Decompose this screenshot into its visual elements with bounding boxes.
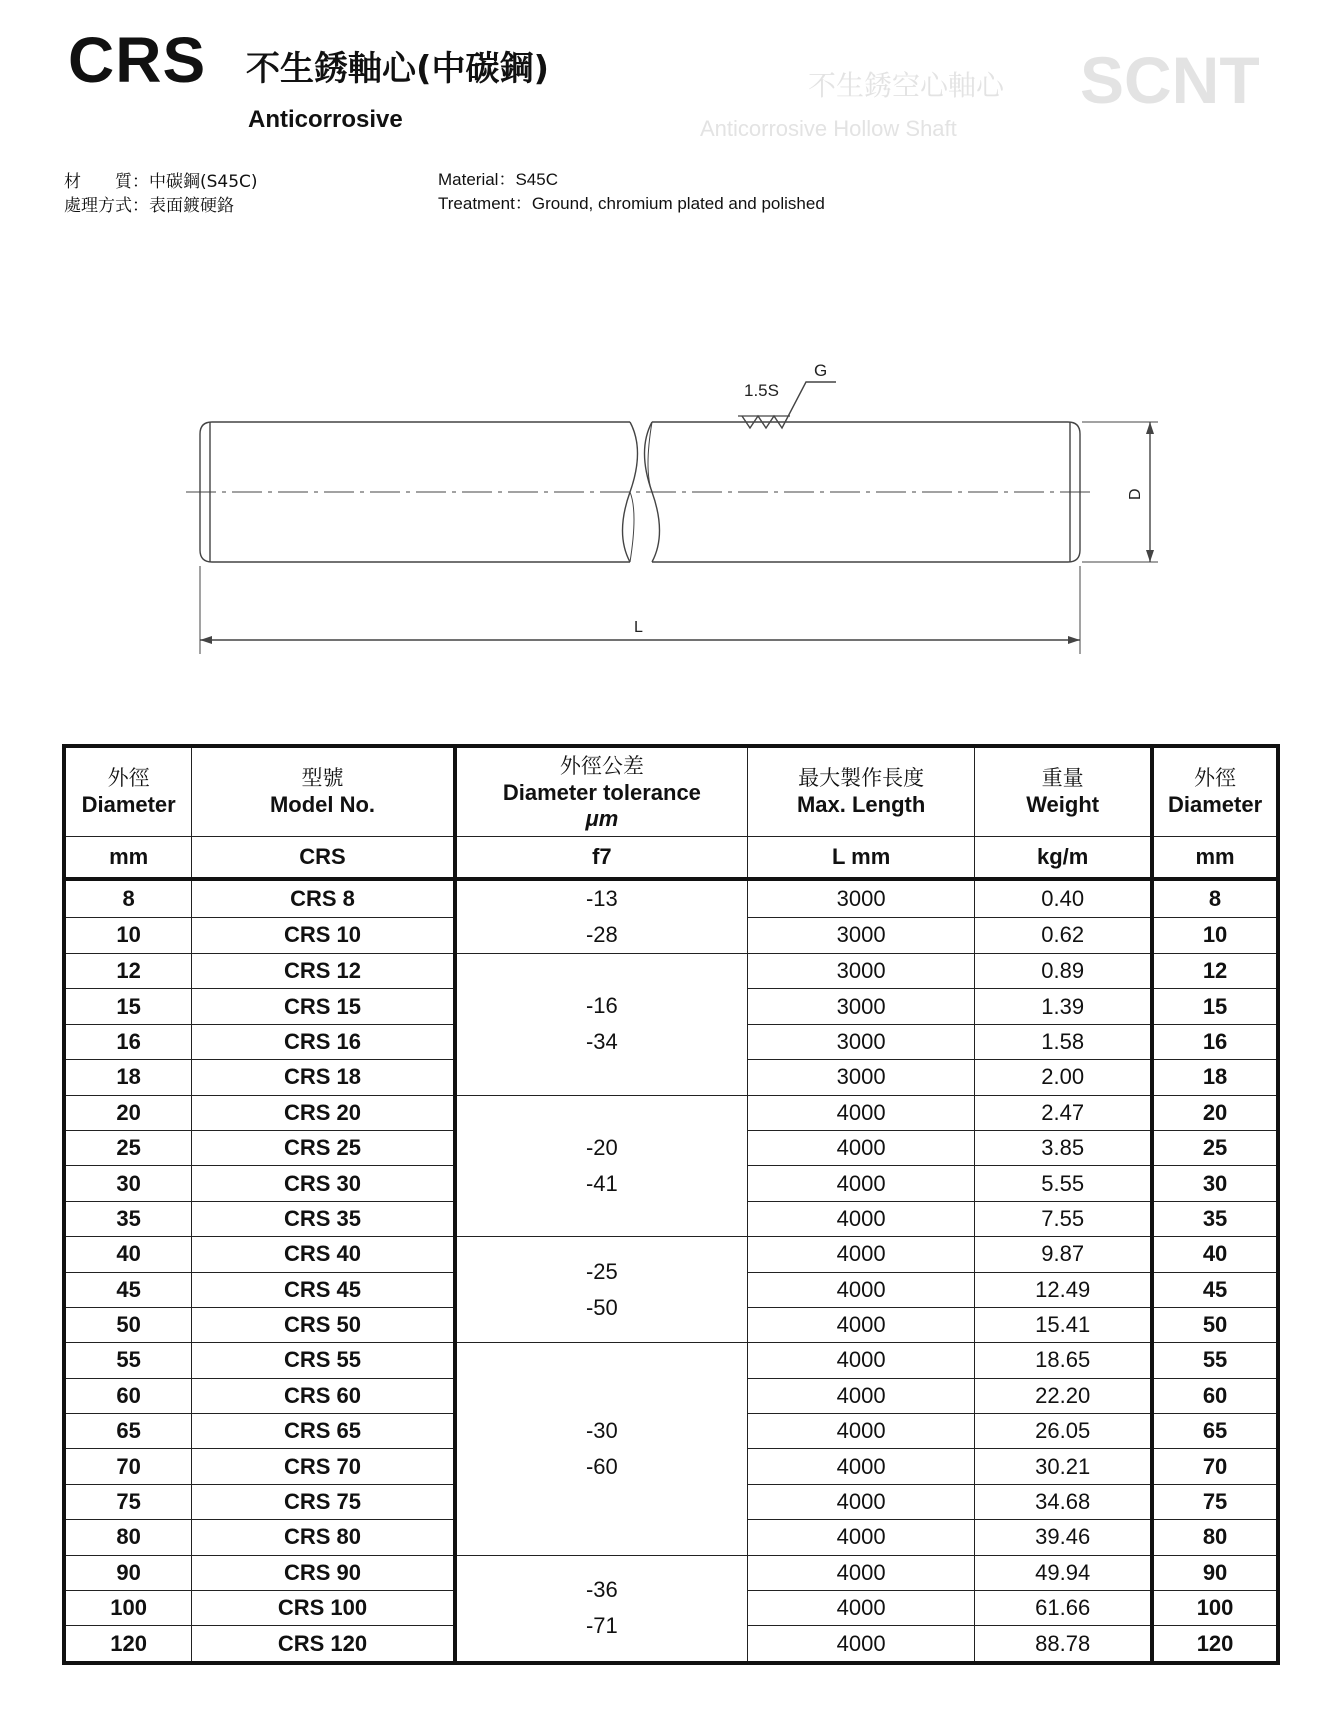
header-weight-cn: 重量 xyxy=(1041,766,1084,790)
cell-diameter: 65 xyxy=(64,1414,192,1449)
cell-weight: 0.89 xyxy=(975,954,1152,989)
tolerance-lower: -50 xyxy=(585,1294,618,1320)
spec-label: Treatment： xyxy=(438,194,532,213)
table-row xyxy=(64,1095,1278,1130)
spec-material-en xyxy=(438,168,825,192)
table-row xyxy=(64,1555,1278,1590)
cell-tolerance xyxy=(455,1237,748,1343)
cell-model: CRS 50 xyxy=(192,1307,455,1342)
ghost-title-cn: 不生銹空心軸心 xyxy=(808,70,1005,101)
spec-value: 表面鍍硬鉻 xyxy=(149,196,234,216)
cell-diameter-right: 10 xyxy=(1152,917,1278,953)
cell-diameter: 100 xyxy=(64,1591,192,1626)
tolerance-upper: -16 xyxy=(585,993,618,1019)
cell-diameter-right: 60 xyxy=(1152,1378,1278,1413)
spec-label: 材 質： xyxy=(64,172,149,192)
cell-model: CRS 25 xyxy=(192,1130,455,1165)
cell-diameter: 60 xyxy=(64,1378,192,1413)
header-model-en: Model No. xyxy=(269,792,376,817)
cell-model: CRS 15 xyxy=(192,989,455,1024)
header-length-cn: 最大製作長度 xyxy=(798,766,925,790)
cell-diameter: 40 xyxy=(64,1237,192,1272)
unit-length: L mm xyxy=(748,837,975,880)
shaft-drawing xyxy=(0,340,1330,660)
cell-diameter-right: 12 xyxy=(1152,954,1278,989)
cell-diameter: 18 xyxy=(64,1060,192,1095)
cell-weight: 1.58 xyxy=(975,1024,1152,1059)
spec-label: 處理方式： xyxy=(64,196,149,216)
unit-weight: kg/m xyxy=(975,837,1152,880)
spec-treatment-en xyxy=(438,192,825,216)
cell-weight: 22.20 xyxy=(975,1378,1152,1413)
cell-diameter: 90 xyxy=(64,1555,192,1590)
cell-model: CRS 75 xyxy=(192,1484,455,1519)
cell-model: CRS 100 xyxy=(192,1591,455,1626)
cell-length: 3000 xyxy=(748,954,975,989)
cell-diameter-right: 45 xyxy=(1152,1272,1278,1307)
header-diameter-cn: 外徑 xyxy=(107,766,150,790)
cell-model: CRS 80 xyxy=(192,1520,455,1555)
cell-model: CRS 16 xyxy=(192,1024,455,1059)
cell-length: 4000 xyxy=(748,1166,975,1201)
cell-weight: 0.62 xyxy=(975,917,1152,953)
unit-diameter: mm xyxy=(64,837,192,880)
cell-length: 4000 xyxy=(748,1237,975,1272)
cell-model: CRS 20 xyxy=(192,1095,455,1130)
tolerance-lower: -60 xyxy=(585,1453,618,1479)
cell-model: CRS 35 xyxy=(192,1201,455,1236)
cell-diameter-right: 8 xyxy=(1152,879,1278,917)
cell-weight: 3.85 xyxy=(975,1130,1152,1165)
cell-model: CRS 18 xyxy=(192,1060,455,1095)
cell-weight: 88.78 xyxy=(975,1626,1152,1663)
cell-diameter: 8 xyxy=(64,879,192,917)
cell-length: 3000 xyxy=(748,879,975,917)
cell-diameter: 50 xyxy=(64,1307,192,1342)
cell-length: 4000 xyxy=(748,1307,975,1342)
table-row xyxy=(64,954,1278,989)
unit-tolerance: f7 xyxy=(455,837,748,880)
cell-diameter: 70 xyxy=(64,1449,192,1484)
cell-weight: 7.55 xyxy=(975,1201,1152,1236)
cell-model: CRS 65 xyxy=(192,1414,455,1449)
spec-list-cn xyxy=(64,170,258,218)
cell-length: 3000 xyxy=(748,989,975,1024)
header-length-en: Max. Length xyxy=(796,792,926,817)
cell-weight: 9.87 xyxy=(975,1237,1152,1272)
cell-length: 4000 xyxy=(748,1095,975,1130)
cell-length: 4000 xyxy=(748,1343,975,1378)
header-model xyxy=(192,746,455,837)
cell-diameter-right: 20 xyxy=(1152,1095,1278,1130)
product-code: CRS xyxy=(68,24,207,96)
cell-weight: 12.49 xyxy=(975,1272,1152,1307)
unit-model: CRS xyxy=(192,837,455,880)
cell-tolerance xyxy=(455,954,748,1096)
cell-diameter: 45 xyxy=(64,1272,192,1307)
cell-diameter: 12 xyxy=(64,954,192,989)
cell-model: CRS 55 xyxy=(192,1343,455,1378)
cell-model: CRS 10 xyxy=(192,917,455,953)
header-weight xyxy=(975,746,1152,837)
header-tolerance-cn: 外徑公差 xyxy=(559,754,644,778)
cell-diameter-right: 55 xyxy=(1152,1343,1278,1378)
product-title-cn: 不生銹軸心(中碳鋼) xyxy=(246,49,550,89)
cell-diameter: 20 xyxy=(64,1095,192,1130)
cell-tolerance xyxy=(455,1095,748,1237)
cell-diameter: 30 xyxy=(64,1166,192,1201)
cell-model: CRS 120 xyxy=(192,1626,455,1663)
unit-diameter-right: mm xyxy=(1152,837,1278,880)
cell-diameter: 35 xyxy=(64,1201,192,1236)
header-diameter-right-en: Diameter xyxy=(1167,792,1263,817)
cell-length: 3000 xyxy=(748,1060,975,1095)
header-length xyxy=(748,746,975,837)
cell-length: 4000 xyxy=(748,1555,975,1590)
cell-weight: 34.68 xyxy=(975,1484,1152,1519)
cell-length: 4000 xyxy=(748,1130,975,1165)
tolerance-upper: -36 xyxy=(585,1577,618,1603)
cell-model: CRS 40 xyxy=(192,1237,455,1272)
cell-diameter-right: 25 xyxy=(1152,1130,1278,1165)
table-row xyxy=(64,1343,1278,1378)
cell-diameter-right: 75 xyxy=(1152,1484,1278,1519)
break-line-left-inner xyxy=(630,492,634,562)
cell-weight: 1.39 xyxy=(975,989,1152,1024)
cell-length: 3000 xyxy=(748,1024,975,1059)
cell-diameter-right: 40 xyxy=(1152,1237,1278,1272)
cell-length: 4000 xyxy=(748,1626,975,1663)
cell-diameter-right: 18 xyxy=(1152,1060,1278,1095)
dim-label-l: L xyxy=(634,619,643,636)
spec-value: 中碳鋼(S45C) xyxy=(149,172,258,192)
spec-value: S45C xyxy=(515,170,558,189)
cell-length: 4000 xyxy=(748,1378,975,1413)
table-row xyxy=(64,1237,1278,1272)
tolerance-upper: -20 xyxy=(585,1134,618,1160)
cell-tolerance xyxy=(455,1555,748,1663)
cell-weight: 49.94 xyxy=(975,1555,1152,1590)
cell-model: CRS 8 xyxy=(192,879,455,917)
spec-material-cn xyxy=(64,170,258,194)
header-diameter-right-cn: 外徑 xyxy=(1194,766,1237,790)
tolerance-lower: -41 xyxy=(585,1170,618,1196)
cell-diameter-right: 80 xyxy=(1152,1520,1278,1555)
cell-diameter-right: 35 xyxy=(1152,1201,1278,1236)
cell-tolerance xyxy=(455,1343,748,1555)
cell-weight: 26.05 xyxy=(975,1414,1152,1449)
cell-weight: 30.21 xyxy=(975,1449,1152,1484)
cell-length: 4000 xyxy=(748,1414,975,1449)
cell-weight: 61.66 xyxy=(975,1591,1152,1626)
cell-length: 4000 xyxy=(748,1272,975,1307)
cell-diameter-right: 120 xyxy=(1152,1626,1278,1663)
cell-diameter-right: 100 xyxy=(1152,1591,1278,1626)
tolerance-lower: -28 xyxy=(585,922,618,947)
spec-label: Material： xyxy=(438,170,516,189)
cell-weight: 18.65 xyxy=(975,1343,1152,1378)
cell-model: CRS 45 xyxy=(192,1272,455,1307)
cell-length: 3000 xyxy=(748,917,975,953)
spec-table xyxy=(62,744,1280,1665)
header-tolerance xyxy=(455,746,748,837)
cell-diameter: 55 xyxy=(64,1343,192,1378)
cell-length: 4000 xyxy=(748,1484,975,1519)
cell-diameter: 75 xyxy=(64,1484,192,1519)
cell-model: CRS 70 xyxy=(192,1449,455,1484)
header-tolerance-en: Diameter tolerance xyxy=(502,780,701,805)
ghost-subtitle: Anticorrosive Hollow Shaft xyxy=(700,116,957,141)
cell-diameter: 80 xyxy=(64,1520,192,1555)
product-title-en: Anticorrosive xyxy=(248,106,403,133)
cell-length: 4000 xyxy=(748,1591,975,1626)
tolerance-upper: -25 xyxy=(585,1258,618,1284)
cell-model: CRS 60 xyxy=(192,1378,455,1413)
cell-weight: 0.40 xyxy=(975,879,1152,917)
spec-treatment-cn xyxy=(64,194,258,218)
cell-diameter-right: 70 xyxy=(1152,1449,1278,1484)
cell-diameter: 25 xyxy=(64,1130,192,1165)
tolerance-lower: -34 xyxy=(585,1029,618,1055)
header-diameter-right xyxy=(1152,746,1278,837)
cell-weight: 39.46 xyxy=(975,1520,1152,1555)
spec-value: Ground, chromium plated and polished xyxy=(531,194,825,213)
roughness-label: 1.5S xyxy=(744,381,779,400)
cell-weight: 2.47 xyxy=(975,1095,1152,1130)
header-tolerance-unit: μm xyxy=(585,806,619,831)
cell-model: CRS 12 xyxy=(192,954,455,989)
spec-list-en xyxy=(438,168,825,216)
cell-diameter: 15 xyxy=(64,989,192,1024)
finish-label: G xyxy=(814,361,828,380)
cell-diameter-right: 15 xyxy=(1152,989,1278,1024)
header-weight-en: Weight xyxy=(1026,792,1100,817)
header-diameter xyxy=(64,746,192,837)
cell-diameter-right: 90 xyxy=(1152,1555,1278,1590)
cell-model: CRS 30 xyxy=(192,1166,455,1201)
ghost-heading: SCNT xyxy=(1080,43,1260,117)
table-row xyxy=(64,879,1278,917)
cell-weight: 2.00 xyxy=(975,1060,1152,1095)
header-model-cn: 型號 xyxy=(301,766,344,790)
cell-diameter-right: 50 xyxy=(1152,1307,1278,1342)
tolerance-upper: -13 xyxy=(585,886,618,911)
header-diameter-en: Diameter xyxy=(81,792,176,817)
cell-diameter: 10 xyxy=(64,917,192,953)
cell-diameter-right: 65 xyxy=(1152,1414,1278,1449)
dim-label-d: D xyxy=(1127,488,1144,500)
cell-diameter-right: 16 xyxy=(1152,1024,1278,1059)
cell-model: CRS 90 xyxy=(192,1555,455,1590)
cell-length: 4000 xyxy=(748,1520,975,1555)
cell-length: 4000 xyxy=(748,1449,975,1484)
cell-weight: 15.41 xyxy=(975,1307,1152,1342)
cell-weight: 5.55 xyxy=(975,1166,1152,1201)
cell-length: 4000 xyxy=(748,1201,975,1236)
cell-diameter-right: 30 xyxy=(1152,1166,1278,1201)
tolerance-lower: -71 xyxy=(585,1613,618,1639)
cell-diameter: 16 xyxy=(64,1024,192,1059)
cell-diameter: 120 xyxy=(64,1626,192,1663)
cell-tolerance xyxy=(455,879,748,954)
tolerance-upper: -30 xyxy=(585,1417,618,1443)
spec-table-body xyxy=(64,879,1278,1663)
